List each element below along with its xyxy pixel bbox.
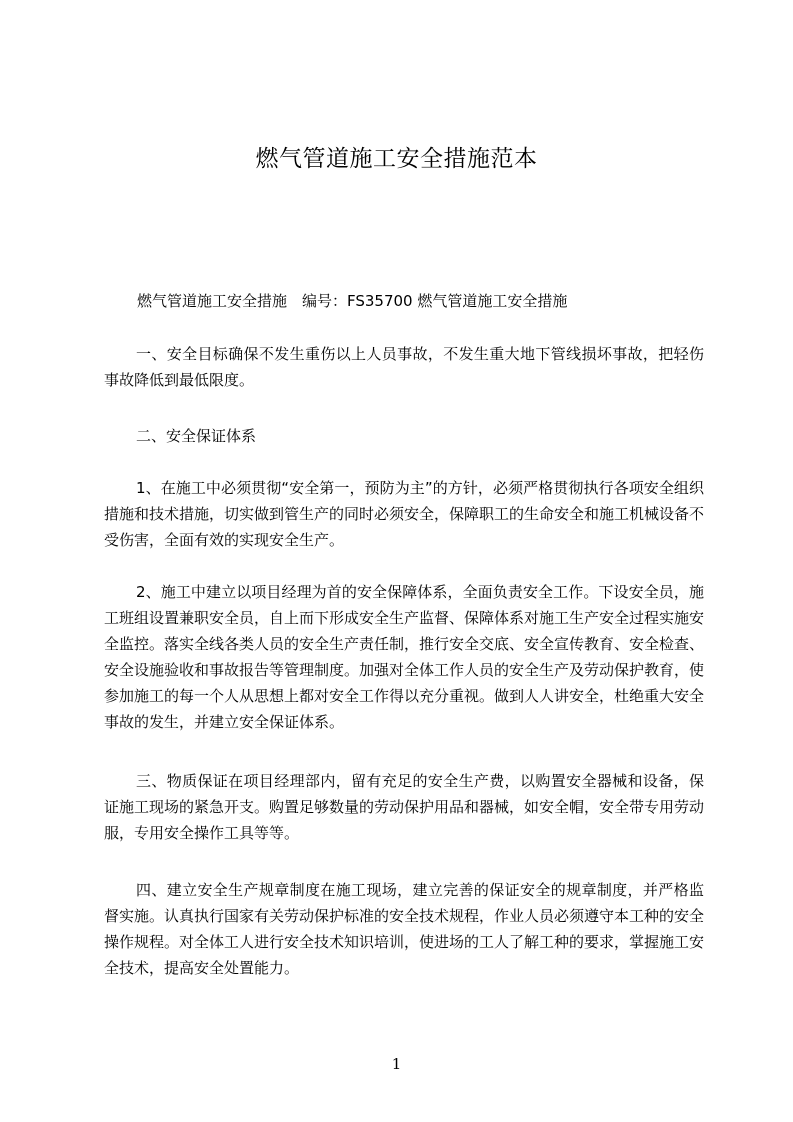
paragraph-safety-organization: 2、施工中建立以项目经理为首的安全保障体系，全面负责安全工作。下设安全员，施工班组设置兼职安全员，自上而下形成安全生产监督、保障体系对施工生产安全过程实施安全监控。落实全线各类人员的安全生产责任制，推行安全交底、安全宣传教育、安全检查、安全设施验收和事故报告等管理制度。加强对全体工作人员的安全生产及劳动保护教育，使参加施工的每一个人从思想上都对安全工作得以充分重视。做到人人讲安全，杜绝重大安全事故的发生，并建立安全保证体系。	[104, 583, 705, 731]
document-subtitle: 燃气管道施工安全措施 编号：FS35700 燃气管道施工安全措施	[137, 292, 568, 310]
paragraph-safety-goal: 一、安全目标确保不发生重伤以上人员事故，不发生重大地下管线损坏事故，把轻伤事故降低到最低限度。	[104, 345, 704, 389]
paragraph-safety-policy: 1、在施工中必须贯彻“安全第一，预防为主”的方针，必须严格贯彻执行各项安全组织措施和技术措施，切实做到管生产的同时必须安全，保障职工的生命安全和施工机械设备不受伤害，全面有效的实现安全生产。	[104, 479, 705, 549]
paragraph-safety-regulations: 四、建立安全生产规章制度在施工现场，建立完善的保证安全的规章制度，并严格监督实施。认真执行国家有关劳动保护标准的安全技术规程，作业人员必须遵守本工种的安全操作规程。对全体工人进行安全技术知识培训，使进场的工人了解工种的要求，掌握施工安全技术，提高安全处置能力。	[104, 881, 705, 977]
document-title: 燃气管道施工安全措施范本	[255, 146, 538, 172]
paragraph-material-guarantee: 三、物质保证在项目经理部内，留有充足的安全生产费，以购置安全器械和设备，保证施工现场的紧急开支。购置足够数量的劳动保护用品和器械，如安全帽，安全带专用劳动服，专用安全操作工具等等。	[104, 772, 705, 842]
page-number: 1	[391, 1055, 402, 1073]
heading-safety-system: 二、安全保证体系	[136, 427, 257, 445]
